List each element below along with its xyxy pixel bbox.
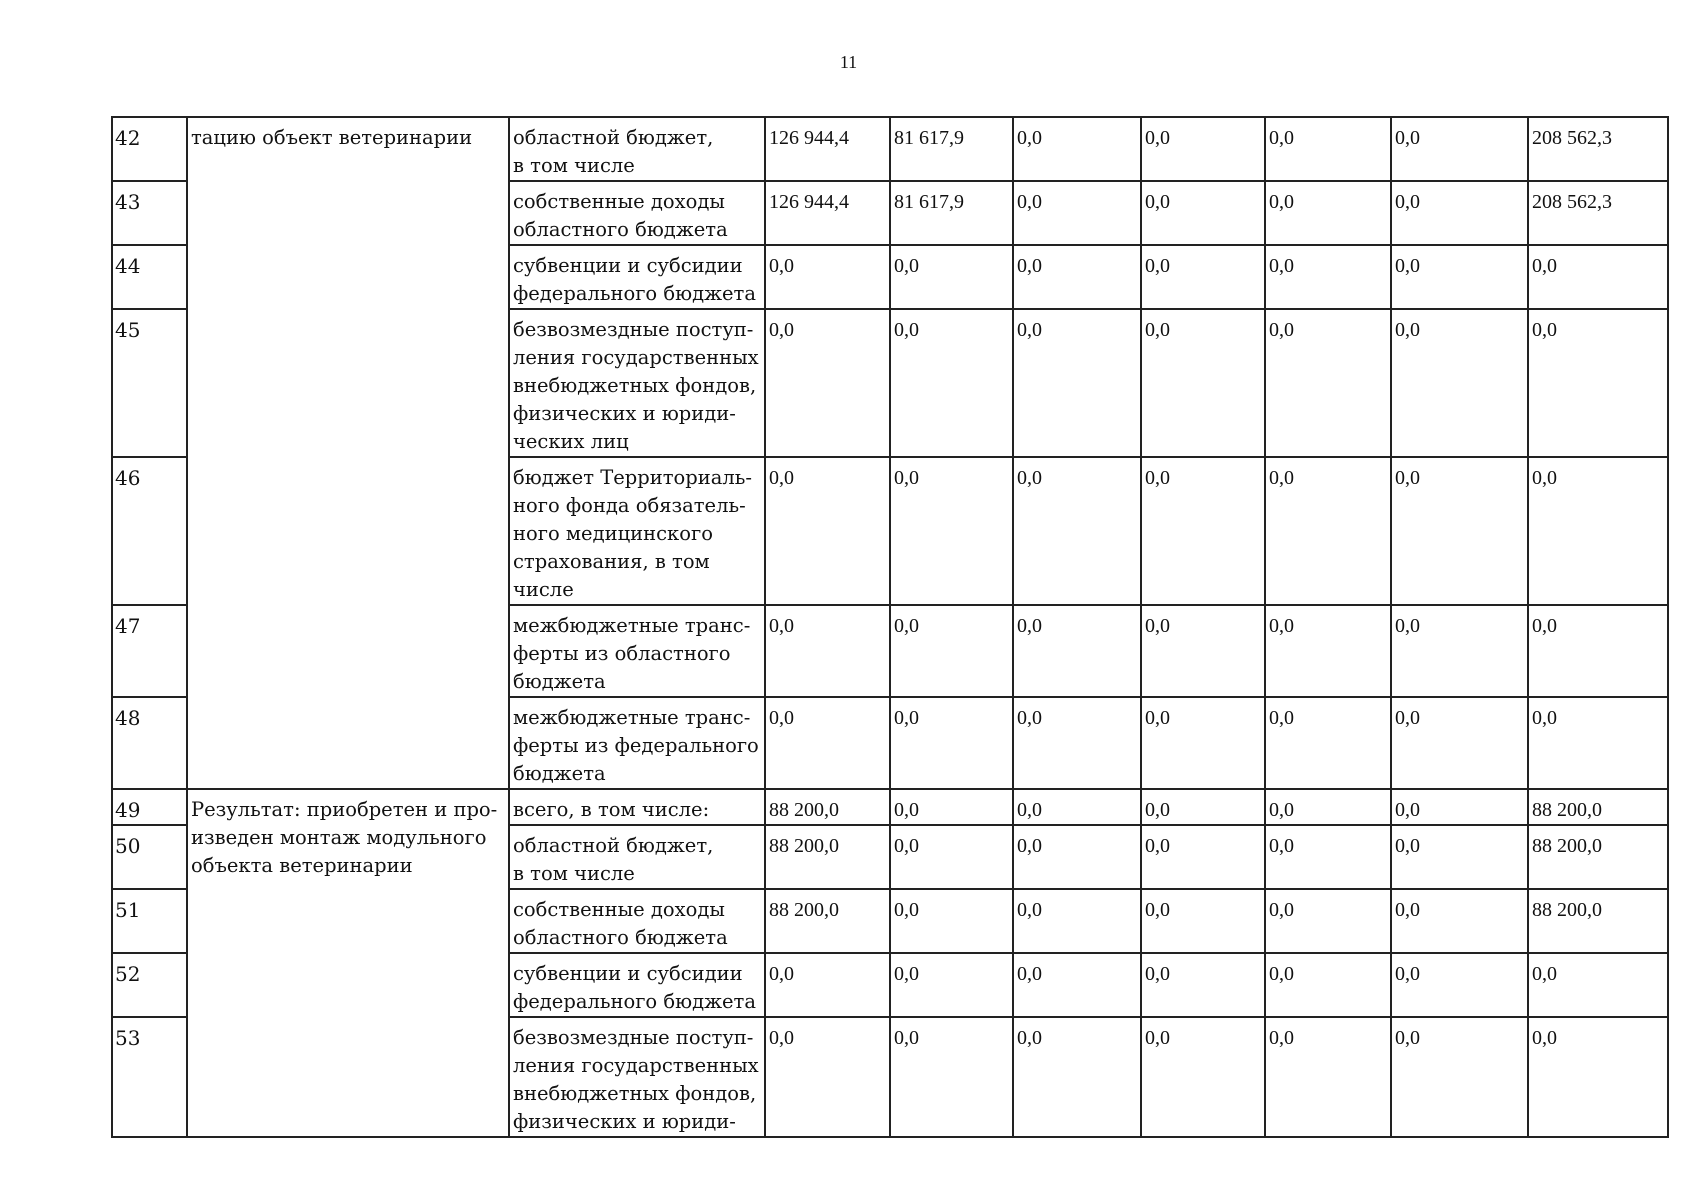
year-value: 0,0: [1013, 605, 1141, 697]
year-value: 0,0: [1013, 789, 1141, 825]
year-value: 0,0: [1013, 309, 1141, 457]
year-value: 0,0: [1265, 309, 1391, 457]
year-value: 0,0: [1141, 245, 1265, 309]
total-value: 88 200,0: [1528, 889, 1668, 953]
year-value: 0,0: [765, 1017, 890, 1137]
funding-source: безвозмездные поступ-ления государственных внебюджетных фондов, физических и юриди-: [509, 1017, 765, 1137]
table-body: [112, 117, 1668, 1137]
year-value: 0,0: [1013, 953, 1141, 1017]
funding-source: областной бюджет, в том числе: [509, 825, 765, 889]
year-value: 0,0: [1265, 1017, 1391, 1137]
year-value: 0,0: [765, 457, 890, 605]
row-number: 52: [112, 953, 187, 1017]
year-value: 126 944,4: [765, 117, 890, 181]
funding-source: областной бюджет, в том числе: [509, 117, 765, 181]
row-number: 47: [112, 605, 187, 697]
table-row: [112, 789, 1668, 825]
year-value: 0,0: [1265, 457, 1391, 605]
total-value: 0,0: [1528, 245, 1668, 309]
year-value: 126 944,4: [765, 181, 890, 245]
year-value: 0,0: [1391, 697, 1528, 789]
year-value: 0,0: [890, 697, 1013, 789]
year-value: 0,0: [1391, 1017, 1528, 1137]
year-value: 0,0: [1391, 789, 1528, 825]
total-value: 0,0: [1528, 697, 1668, 789]
year-value: 0,0: [1013, 889, 1141, 953]
total-value: 0,0: [1528, 605, 1668, 697]
year-value: 0,0: [1141, 457, 1265, 605]
year-value: 0,0: [1265, 889, 1391, 953]
year-value: 0,0: [1391, 953, 1528, 1017]
year-value: 0,0: [1141, 605, 1265, 697]
year-value: 88 200,0: [765, 825, 890, 889]
funding-source: субвенции и субсидии федерального бюджета: [509, 953, 765, 1017]
year-value: 0,0: [765, 605, 890, 697]
row-number: 53: [112, 1017, 187, 1137]
total-value: 88 200,0: [1528, 825, 1668, 889]
funding-source: всего, в том числе:: [509, 789, 765, 825]
funding-source: безвозмездные поступ-ления государственных внебюджетных фондов, физических и юриди-ческих лиц: [509, 309, 765, 457]
year-value: 0,0: [1141, 181, 1265, 245]
year-value: 0,0: [1265, 697, 1391, 789]
row-number: 48: [112, 697, 187, 789]
total-value: 208 562,3: [1528, 117, 1668, 181]
funding-source: межбюджетные транс-ферты из федерального бюджета: [509, 697, 765, 789]
result-label: тацию объект ветеринарии: [187, 117, 509, 789]
year-value: 0,0: [890, 825, 1013, 889]
row-number: 51: [112, 889, 187, 953]
year-value: 0,0: [1265, 117, 1391, 181]
year-value: 0,0: [1265, 605, 1391, 697]
year-value: 0,0: [1141, 825, 1265, 889]
year-value: 0,0: [1141, 1017, 1265, 1137]
year-value: 0,0: [1265, 825, 1391, 889]
row-number: 50: [112, 825, 187, 889]
result-label: Результат: приобретен и про-изведен монтаж модульного объекта ветеринарии: [187, 789, 509, 1137]
year-value: 0,0: [1265, 789, 1391, 825]
row-number: 45: [112, 309, 187, 457]
year-value: 0,0: [1391, 181, 1528, 245]
total-value: 88 200,0: [1528, 789, 1668, 825]
year-value: 0,0: [1141, 309, 1265, 457]
year-value: 0,0: [1141, 117, 1265, 181]
year-value: 0,0: [1013, 181, 1141, 245]
year-value: 0,0: [1141, 953, 1265, 1017]
year-value: 0,0: [1391, 825, 1528, 889]
total-value: 0,0: [1528, 953, 1668, 1017]
year-value: 0,0: [890, 245, 1013, 309]
year-value: 0,0: [1391, 889, 1528, 953]
total-value: 0,0: [1528, 309, 1668, 457]
year-value: 0,0: [1265, 953, 1391, 1017]
year-value: 0,0: [765, 697, 890, 789]
year-value: 0,0: [1265, 181, 1391, 245]
funding-source: бюджет Территориаль-ного фонда обязатель-ного медицинского страхования, в том числе: [509, 457, 765, 605]
funding-source: субвенции и субсидии федерального бюджета: [509, 245, 765, 309]
year-value: 0,0: [1391, 245, 1528, 309]
year-value: 0,0: [890, 605, 1013, 697]
year-value: 0,0: [765, 953, 890, 1017]
year-value: 88 200,0: [765, 789, 890, 825]
year-value: 0,0: [765, 245, 890, 309]
year-value: 0,0: [1013, 825, 1141, 889]
year-value: 0,0: [1391, 457, 1528, 605]
row-number: 42: [112, 117, 187, 181]
row-number: 44: [112, 245, 187, 309]
year-value: 0,0: [1141, 697, 1265, 789]
year-value: 0,0: [1391, 117, 1528, 181]
year-value: 0,0: [890, 789, 1013, 825]
year-value: 0,0: [1141, 889, 1265, 953]
year-value: 0,0: [1013, 1017, 1141, 1137]
year-value: 0,0: [1141, 789, 1265, 825]
year-value: 0,0: [1013, 457, 1141, 605]
year-value: 0,0: [1013, 697, 1141, 789]
funding-source: собственные доходы областного бюджета: [509, 889, 765, 953]
funding-source: межбюджетные транс-ферты из областного бюджета: [509, 605, 765, 697]
budget-table: [111, 116, 1669, 1138]
total-value: 208 562,3: [1528, 181, 1668, 245]
page-number: 11: [839, 52, 858, 72]
year-value: 0,0: [890, 457, 1013, 605]
year-value: 88 200,0: [765, 889, 890, 953]
year-value: 0,0: [1391, 309, 1528, 457]
year-value: 0,0: [890, 1017, 1013, 1137]
row-number: 43: [112, 181, 187, 245]
year-value: 81 617,9: [890, 117, 1013, 181]
year-value: 0,0: [890, 953, 1013, 1017]
year-value: 0,0: [1391, 605, 1528, 697]
funding-source: собственные доходы областного бюджета: [509, 181, 765, 245]
table-row: [112, 117, 1668, 181]
year-value: 0,0: [890, 889, 1013, 953]
year-value: 0,0: [765, 309, 890, 457]
year-value: 0,0: [1013, 117, 1141, 181]
row-number: 49: [112, 789, 187, 825]
year-value: 0,0: [1265, 245, 1391, 309]
row-number: 46: [112, 457, 187, 605]
year-value: 0,0: [1013, 245, 1141, 309]
year-value: 0,0: [890, 309, 1013, 457]
total-value: 0,0: [1528, 457, 1668, 605]
total-value: 0,0: [1528, 1017, 1668, 1137]
year-value: 81 617,9: [890, 181, 1013, 245]
